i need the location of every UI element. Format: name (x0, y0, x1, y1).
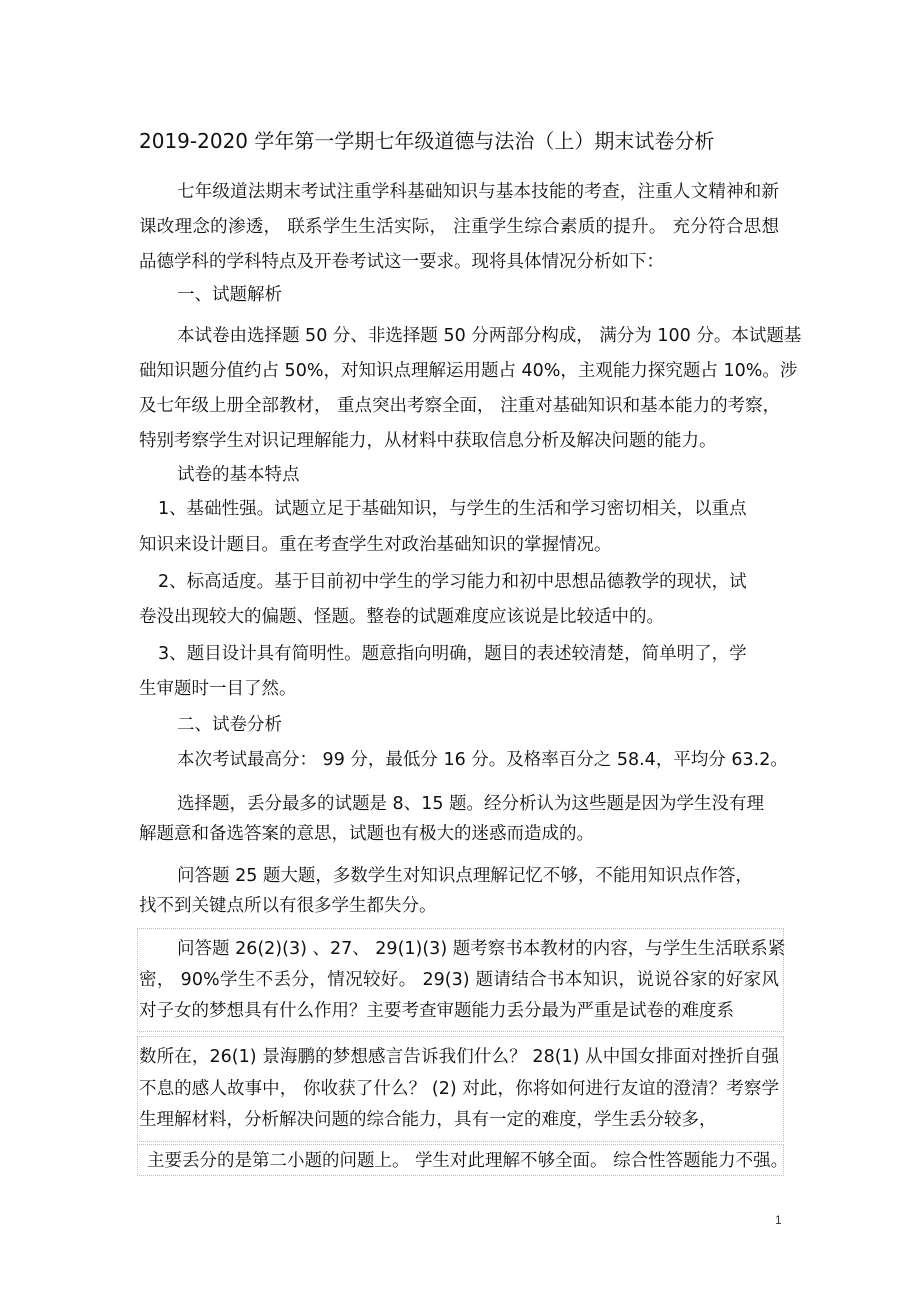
body-line-2: 础知识题分值约占 50%，对知识点理解运用题占 40%，主观能力探究题占 10%。涉 (139, 361, 798, 381)
section-heading-1: 一、试题解析 (177, 285, 282, 305)
page-title: 2019-2020 学年第一学期七年级道德与法治（上）期末试卷分析 (139, 129, 715, 153)
box2-line-3: 生理解材料，分析解决问题的综合能力，具有一定的难度，学生丢分较多， (139, 1110, 717, 1130)
body-line-4: 特别考察学生对识记理解能力，从材料中获取信息分析及解决问题的能力。 (139, 431, 717, 451)
feature-2-line-2: 卷没出现较大的偏题、怪题。整卷的试题难度应该说是比较适中的。 (139, 607, 664, 627)
feature-1-line-1: 1、基础性强。试题立足于基础知识，与学生的生活和学习密切相关，以重点 (158, 499, 747, 519)
body-line-1: 本试卷由选择题 50 分、非选择题 50 分两部分构成， 满分为 100 分。本试题基 (177, 326, 802, 346)
choice-line-1: 选择题，丢分最多的试题是 8、15 题。经分析认为这些题是因为学生没有理 (177, 794, 765, 814)
box1-line-3: 对子女的梦想具有什么作用？主要考查审题能力丢分最为严重是试卷的难度系 (139, 1001, 734, 1021)
intro-line-1: 七年级道法期末考试注重学科基础知识与基本技能的考查，注重人文精神和新 (177, 182, 779, 202)
intro-line-3: 品德学科的学科特点及开卷考试这一要求。现将具体情况分析如下： (139, 252, 664, 272)
page-number: 1 (775, 1213, 782, 1227)
box1-line-2: 密， 90%学生不丢分，情况较好。 29(3) 题请结合书本知识，说说谷家的好家风 (139, 970, 779, 990)
score-summary-line: 本次考试最高分： 99 分，最低分 16 分。及格率百分之 58.4，平均分 63.2。 (177, 750, 788, 770)
q25-line-2: 找不到关键点所以有很多学生都失分。 (139, 896, 437, 916)
choice-line-2: 解题意和备选答案的意思，试题也有极大的迷惑而造成的。 (139, 824, 594, 844)
box3-line-1: 主要丢分的是第二小题的问题上。 学生对此理解不够全面。 综合性答题能力不强。 (147, 1151, 789, 1171)
feature-3-line-2: 生审题时一目了然。 (139, 679, 297, 699)
q25-line-1: 问答题 25 题大题，多数学生对知识点理解记忆不够，不能用知识点作答， (177, 866, 753, 886)
intro-line-2: 课改理念的渗透， 联系学生生活实际， 注重学生综合素质的提升。 充分符合思想 (139, 217, 779, 237)
box1-line-1: 问答题 26(2)(3) 、27、 29(1)(3) 题考察书本教材的内容，与学生生活联系紧 (177, 939, 786, 959)
feature-3-line-1: 3、题目设计具有简明性。题意指向明确，题目的表述较清楚，简单明了，学 (158, 644, 747, 664)
feature-2-line-1: 2、标高适度。基于目前初中学生的学习能力和初中思想品德教学的现状，试 (158, 572, 747, 592)
feature-1-line-2: 知识来设计题目。重在考查学生对政治基础知识的掌握情况。 (139, 535, 612, 555)
box2-line-2: 不息的感人故事中， 你收获了什么？ (2) 对此，你将如何进行友谊的澄清？考察学 (139, 1079, 779, 1099)
body-line-3: 及七年级上册全部教材， 重点突出考察全面， 注重对基础知识和基本能力的考察， (139, 396, 781, 416)
box2-line-1: 数所在，26(1) 景海鹏的梦想感言告诉我们什么？ 28(1) 从中国女排面对挫折自强 (139, 1047, 779, 1067)
section-heading-2: 二、试卷分析 (177, 715, 282, 735)
subheading-features: 试卷的基本特点 (177, 465, 300, 485)
